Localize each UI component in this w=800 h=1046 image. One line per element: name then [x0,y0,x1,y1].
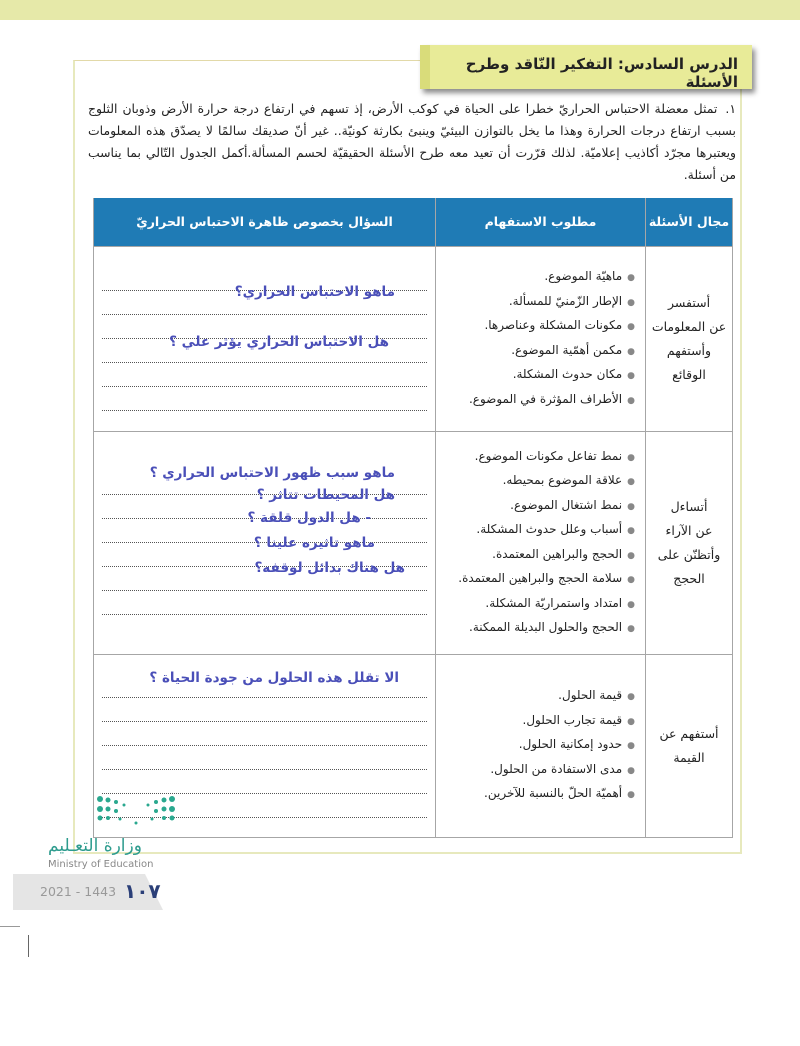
category-line: عن الآراء [665,522,713,538]
dotted-answer-line [102,722,427,746]
exercise-text [88,98,736,186]
top-band [0,0,800,20]
dotted-answer-line [102,746,427,770]
list-item: ● الإطار الزّمنيّ للمسألة. [436,290,635,315]
list-item: ● أسباب وعلل حدوث المشكلة. [436,518,635,543]
crop-mark [0,926,20,927]
list-item: ● مكونات المشكلة وعناصرها. [436,314,635,339]
list-item: ● قيمة تجارب الحلول. [436,709,635,734]
category-cell [646,246,733,431]
dotted-answer-line [102,387,427,411]
list-item: ● مكان حدوث المشكلة. [436,363,635,388]
header-category: مجال الأسئلة [646,198,733,246]
exercise-number: ١. [725,101,736,116]
ministry-name-en: Ministry of Education [48,859,154,870]
category-line: القيمة [673,749,705,765]
handwritten-answer: الا تقلل هذه الحلول من جودة الحياة ؟ [149,669,399,686]
answer-cell[interactable] [94,246,436,431]
list-item: ● ماهيّة الموضوع. [436,265,635,290]
dotted-answer-line [102,770,427,794]
crop-mark [28,935,29,957]
list-item: ● الأطراف المؤثرة في الموضوع. [436,388,635,413]
category-line: أستفهم عن [659,725,719,741]
requirement-cell [436,431,646,654]
page-number: ١٠٧ [124,879,161,903]
list-item: ● سلامة الحجج والبراهين المعتمدة. [436,567,635,592]
lesson-title: الدرس السادس: التفكير النّاقد وطرح الأسئلة [420,45,752,89]
handwritten-answer: هل هناك بدائل لوقفه؟ [254,559,405,576]
category-line: وأتظنّن على [657,546,721,562]
list-item: ● علاقة الموضوع بمحيطه. [436,469,635,494]
category-line: أستفسر [667,294,711,310]
questions-table [93,198,733,838]
list-item: ● أهميّة الحلّ بالنسبة للآخرين. [436,782,635,807]
category-line: وأستفهم [666,342,712,358]
handwritten-answer: - هل الدول قلقة ؟ [247,509,371,526]
edition-year: 2021 - 1443 [40,884,117,899]
requirement-cell [436,654,646,837]
list-item: ● مكمن أهمّية الموضوع. [436,339,635,364]
list-item: ● نمط اشتغال الموضوع. [436,494,635,519]
dotted-answer-line [102,363,427,387]
dotted-answer-line [102,591,427,615]
category-cell [646,431,733,654]
category-line: عن المعلومات [651,318,727,334]
category-line: الحجج [673,570,705,586]
list-item: ● مدى الاستفادة من الحلول. [436,758,635,783]
header-question: السؤال بخصوص ظاهرة الاحتباس الحراريّ [94,198,436,246]
exercise-body: تمثل معضلة الاحتباس الحراريّ خطرا على الحياة في كوكب الأرض، إذ تسهم في ارتفاع درجة حرارة الأرض وذوبان الثلوج بسبب ارتفاع درجات الحرارة وهذا ما يخل بالتوازن البيئيّ وينبئ بكارثة كونيّة.. غير أنّ صديقك سالمًا لا يصدّق هذه المعلومات ويعتبرها مجرّد أكاذيب إعلاميّة. لذلك قرّرت أن تعيد معه طرح الأسئلة الحقيقيّة لحسم المسألة.أكمل الجدول التّالي بما يناسب من أسئلة. [88,101,736,182]
handwritten-answer: هل المحيطات تتاثر ؟ [256,486,395,503]
dotted-answer-line [102,698,427,722]
handwritten-answer: ماهو سبب ظهور الاحتباس الحراري ؟ [149,464,395,481]
list-item: ● الحجج والحلول البديلة الممكنة. [436,616,635,641]
list-item: ● حدود إمكانية الحلول. [436,733,635,758]
list-item: ● الحجج والبراهين المعتمدة. [436,543,635,568]
category-cell [646,654,733,837]
category-line: الوقائع [672,366,706,382]
requirement-cell [436,246,646,431]
list-item: ● نمط تفاعل مكونات الموضوع. [436,445,635,470]
table-row [94,431,733,654]
answer-cell[interactable] [94,431,436,654]
handwritten-answer: ماهو الاحتباس الحراري؟ [234,283,395,300]
header-requirement: مطلوب الاستفهام [436,198,646,246]
category-line: أتساءل [670,498,708,514]
table-row [94,654,733,837]
ministry-name-ar: وزارة التعـليم [48,836,142,856]
ministry-logo-icon [96,795,176,831]
handwritten-answer: هل الاحتباس الحراري يؤثر علي ؟ [169,333,389,350]
table-row [94,246,733,431]
list-item: ● قيمة الحلول. [436,684,635,709]
list-item: ● امتداد واستمراريّة المشكلة. [436,592,635,617]
handwritten-answer: ماهو تاثيره علينا ؟ [253,534,375,551]
